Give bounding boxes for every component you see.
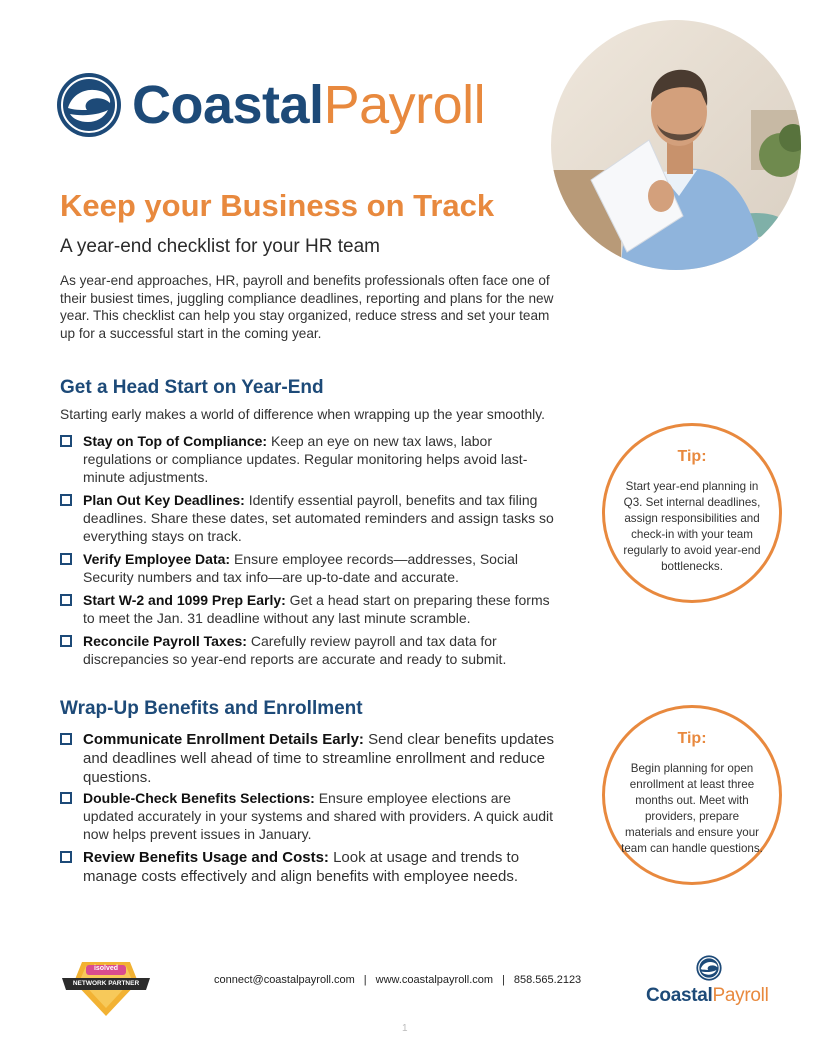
item-body: Ensure employee records—addresses, Social Security numbers and tax info—are up-to-date and accurate. bbox=[83, 551, 518, 585]
checklist-item-text bbox=[83, 848, 558, 886]
checkbox-icon bbox=[60, 851, 72, 863]
item-title: Review Benefits Usage and Costs: bbox=[83, 849, 329, 866]
item-body: Carefully review payroll and tax data for discrepancies so year-end reports are accurate and ready to submit. bbox=[83, 633, 507, 667]
wave-logo-icon bbox=[56, 72, 122, 138]
tip-label: Tip: bbox=[677, 730, 707, 747]
checkbox-icon bbox=[60, 594, 72, 606]
footer-logo bbox=[646, 955, 776, 1015]
contact-email-link[interactable]: connect@coastalpayroll.com bbox=[214, 974, 355, 986]
separator: | bbox=[502, 974, 505, 986]
isolved-network-partner-badge bbox=[60, 960, 152, 1018]
page-title: Keep your Business on Track bbox=[60, 188, 495, 223]
item-title: Plan Out Key Deadlines: bbox=[83, 492, 245, 508]
item-title: Start W-2 and 1099 Prep Early: bbox=[83, 592, 286, 608]
item-body: Keep an eye on new tax laws, labor regulations or compliance updates. Regular monitoring helps avoid last-minute adjustments. bbox=[83, 433, 528, 485]
footer-contact bbox=[214, 974, 581, 986]
section-heading-head-start: Get a Head Start on Year-End bbox=[60, 377, 324, 398]
item-title: Communicate Enrollment Details Early: bbox=[83, 731, 364, 748]
page-number: 1 bbox=[402, 1023, 408, 1034]
checklist-item-text bbox=[83, 730, 558, 787]
checklist-item-text bbox=[83, 789, 558, 843]
logo-word-payroll: Payroll bbox=[323, 75, 486, 135]
badge-brand: isolved bbox=[93, 965, 119, 972]
item-body: Look at usage and trends to manage costs effectively and align benefits with employee needs. bbox=[83, 849, 520, 885]
section-heading-benefits: Wrap-Up Benefits and Enrollment bbox=[60, 698, 363, 719]
checkbox-icon bbox=[60, 553, 72, 565]
tip-text: Start year-end planning in Q3. Set internal deadlines, assign responsibilities and check-in with your team regularly to avoid year-end bottlenecks. bbox=[623, 480, 761, 573]
item-body: Get a head start on preparing these forms to meet the Jan. 31 deadline without any last minute scramble. bbox=[83, 592, 550, 626]
item-body: Ensure employee elections are updated accurately in your systems and shared with providers. A quick audit now helps prevent issues in January. bbox=[83, 790, 554, 842]
logo-wordmark bbox=[132, 72, 485, 138]
contact-phone: 858.565.2123 bbox=[513, 974, 582, 986]
separator: | bbox=[363, 974, 367, 986]
item-title: Double-Check Benefits Selections: bbox=[83, 790, 315, 806]
checkbox-icon bbox=[60, 435, 72, 447]
item-body: Send clear benefits updates and deadlines well ahead of time to streamline enrollment and reduce questions. bbox=[83, 731, 555, 786]
page-subtitle: A year-end checklist for your HR team bbox=[60, 236, 380, 257]
badge-text: NETWORK PARTNER bbox=[72, 980, 140, 987]
logo-word-coastal: Coastal bbox=[646, 985, 713, 1006]
logo-word-coastal: Coastal bbox=[132, 75, 324, 135]
wave-logo-icon bbox=[696, 955, 722, 981]
footer-logo-wordmark bbox=[646, 985, 769, 1007]
checklist-item-text bbox=[83, 591, 558, 627]
item-title: Stay on Top of Compliance: bbox=[83, 433, 268, 449]
intro-paragraph: As year-end approaches, HR, payroll and benefits professionals often face one of their busiest times, juggling compliance deadlines, reporting and plans for the new year. This checklist can help you stay organized, reduce stress and set your team up for a successful start in the coming year. bbox=[60, 273, 554, 341]
tip-label: Tip: bbox=[677, 448, 707, 465]
checkbox-icon bbox=[60, 635, 72, 647]
contact-website-link[interactable]: www.coastalpayroll.com bbox=[375, 974, 494, 986]
logo-word-payroll: Payroll bbox=[712, 985, 769, 1006]
checklist-item-text bbox=[83, 491, 558, 545]
checkbox-icon bbox=[60, 494, 72, 506]
item-title: Reconcile Payroll Taxes: bbox=[83, 633, 247, 649]
item-body: Identify essential payroll, benefits and tax filing deadlines. Share these dates, set automated reminders and assign tasks so everything stays on track. bbox=[83, 492, 554, 544]
checklist-item-text bbox=[83, 632, 558, 668]
coastal-payroll-logo bbox=[56, 72, 516, 146]
checkbox-icon bbox=[60, 733, 72, 745]
section-lead: Starting early makes a world of difference when wrapping up the year smoothly. bbox=[60, 407, 545, 422]
hero-photo bbox=[551, 20, 801, 270]
tip-callout bbox=[602, 705, 782, 885]
checkbox-icon bbox=[60, 792, 72, 804]
tip-text: Begin planning for open enrollment at least three months out. Meet with providers, prepare materials and ensure your team can handle questions. bbox=[621, 762, 763, 855]
checklist-item-text bbox=[83, 432, 558, 486]
item-title: Verify Employee Data: bbox=[83, 551, 231, 567]
checklist-item-text bbox=[83, 550, 558, 586]
tip-callout bbox=[602, 423, 782, 603]
